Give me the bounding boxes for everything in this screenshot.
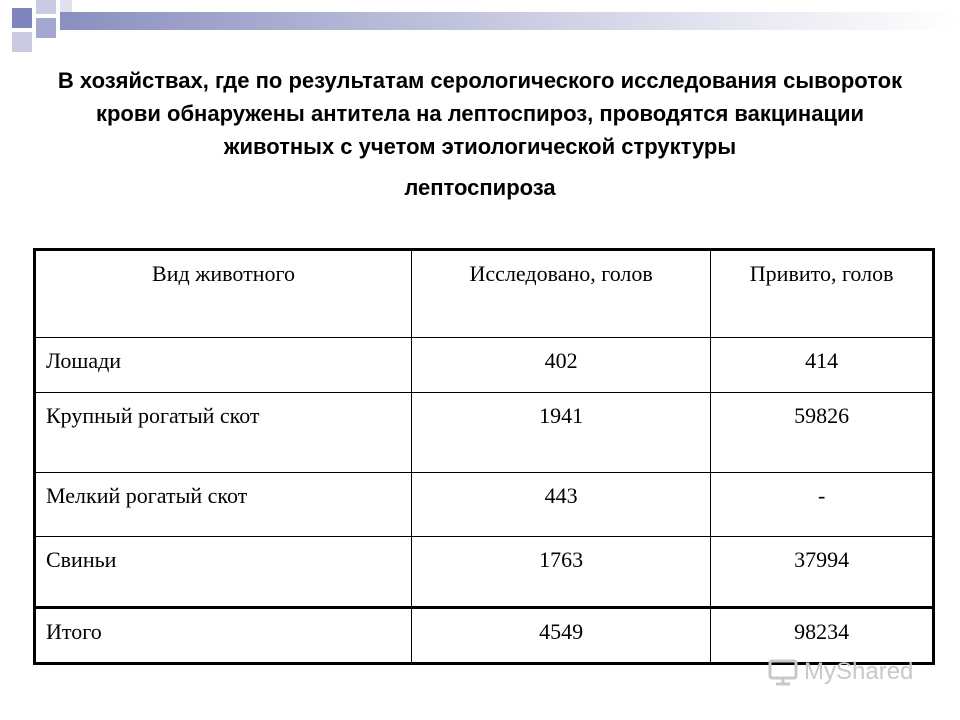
watermark [768, 658, 913, 686]
deco-square [36, 0, 56, 14]
vaccinated-cell: 414 [711, 338, 934, 393]
title-tail: лептоспироза [404, 175, 556, 200]
watermark-text: MyShared [804, 658, 914, 685]
table-row [35, 537, 934, 608]
vaccinated-cell: - [711, 473, 934, 537]
title-main: В хозяйствах, где по результатам серологического исследования сывороток крови обнаружены антитела на лептоспироз, проводятся вакцинации животных с учетом этиологической структуры [57, 68, 903, 159]
deco-square [36, 18, 56, 38]
table-header-row [35, 250, 934, 338]
deco-square [60, 0, 72, 12]
header-cell: Исследовано, голов [412, 250, 711, 338]
vaccinated-cell: 59826 [711, 393, 934, 473]
examined-cell: 443 [412, 473, 711, 537]
deco-square [12, 32, 32, 52]
vaccinated-cell: 98234 [711, 608, 934, 664]
slide-title [40, 64, 920, 204]
examined-cell: 1763 [412, 537, 711, 608]
animal-cell: Свиньи [35, 537, 412, 608]
table-total-row [35, 608, 934, 664]
table-row [35, 473, 934, 537]
header-cell: Привито, голов [711, 250, 934, 338]
vaccinated-cell: 37994 [711, 537, 934, 608]
table-row [35, 393, 934, 473]
header-gradient-bar [60, 12, 960, 30]
deco-square [12, 8, 32, 28]
animal-cell: Лошади [35, 338, 412, 393]
animal-cell: Мелкий рогатый скот [35, 473, 412, 537]
examined-cell: 4549 [412, 608, 711, 664]
animal-cell: Итого [35, 608, 412, 664]
header-cell: Вид животного [35, 250, 412, 338]
table-row [35, 338, 934, 393]
animal-cell: Крупный рогатый скот [35, 393, 412, 473]
presentation-icon [768, 658, 798, 686]
examined-cell: 1941 [412, 393, 711, 473]
vaccination-table [33, 248, 935, 665]
examined-cell: 402 [412, 338, 711, 393]
